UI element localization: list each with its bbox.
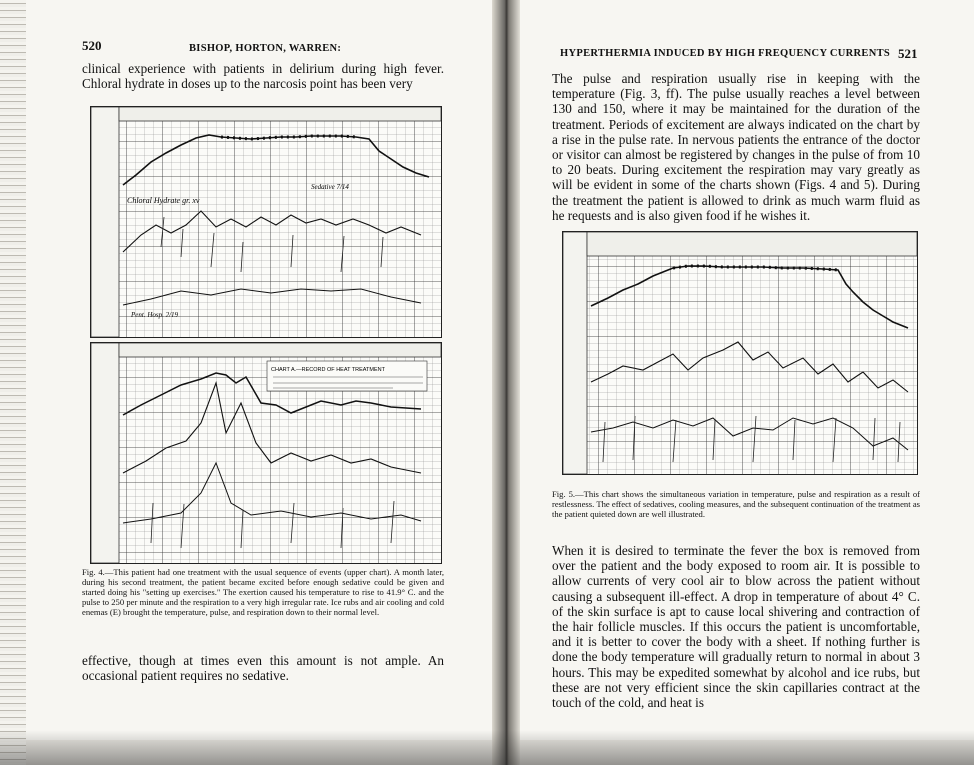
right-page [520, 0, 974, 740]
right-running-head: HYPERTHERMIA INDUCED BY HIGH FREQUENCY CURRENTS [560, 48, 891, 59]
left-paragraph-top: clinical experience with patients in delirium during high fever. Chloral hydrate in doses up to the narcosis point has been very [82, 61, 444, 92]
top-chart-note-2: Sedative 7/14 [311, 183, 349, 191]
left-paragraph-bottom: effective, though at times even this amount is not ample. An occasional patient requires no sedative. [82, 653, 444, 684]
left-page [26, 0, 492, 740]
top-chart-note-1: Chloral Hydrate gr. xv [127, 196, 200, 205]
right-page-number: 521 [898, 46, 918, 61]
right-paragraph-bottom: When it is desired to terminate the fever the box is removed from over the patient and the body exposed to room air. It is possible to allow currents of very cool air to blow across the patient without causing a subsequent ill-effect. A drop in temperature of about 4° C. of the skin surface is apt to cause local shivering and contraction of the hair follicle muscles. If this occurs the patient is uncomfortable, and it is better to cover the body with a sheet. If nothing further is done the body temperature will gradually return to normal in about 3 hours. This may be expedited somewhat by alcohol and ice rubs, but these are not very efficient since the skin capillaries contract at the touch of the cold, and heat is [552, 543, 920, 711]
left-page-number: 520 [82, 38, 102, 53]
right-paragraph-top: The pulse and respiration usually rise in keeping with the temperature (Fig. 3, ff). The pulse usually reaches a level between 130 and 150, where it may be maintained for the duration of the treatment. Periods of excitement are always indicated on the chart by a rise in the pulse rate. In nervous patients the entrance of the doctor or visitor can almost be registered by changes in the pulse of from 10 to 20 beats. During excitement the respiration may vary greatly as will be evident in some of the charts shown (Figs. 4 and 5). During the treatment the patient is allowed to drink as much warm fluid as he requests and is also given food if he wishes it. [552, 71, 920, 223]
figure-5-graphic [563, 232, 917, 474]
bottom-chart-legend: CHART A.—RECORD OF HEAT TREATMENT [271, 367, 385, 373]
top-chart-graphic [91, 107, 441, 337]
top-chart-note-3: Pent. Hosp. 2/19 [131, 311, 179, 319]
bottom-clinical-chart [90, 342, 442, 564]
figure-5-chart [562, 231, 918, 475]
top-clinical-chart [90, 106, 442, 338]
figure-4-caption: Fig. 4.—This patient had one treatment with the usual sequence of events (upper chart). A month later, during his second treatment, the patient became excited before enough sedative could be given and started doing his "setting up exercises." The exertion caused his temperature to rise to 41.9° C. and the pulse to 250 per minute and the respiration to a very high irregular rate. Ice rubs and air cooling and cold enemas (E) brought the temperature, pulse, and respiration down to their normal level. [82, 567, 444, 617]
book-gutter [492, 0, 520, 765]
left-running-head: BISHOP, HORTON, WARREN: [189, 43, 342, 54]
page-edges [0, 0, 26, 765]
bottom-chart-graphic [91, 343, 441, 563]
scan-bottom-shadow [0, 730, 974, 765]
figure-5-caption: Fig. 5.—This chart shows the simultaneous variation in temperature, pulse and respiration as a result of restlessness. The effect of sedatives, cooling measures, and the subsequent continuation of the treatment as the patient quieted down are well illustrated. [552, 489, 920, 519]
